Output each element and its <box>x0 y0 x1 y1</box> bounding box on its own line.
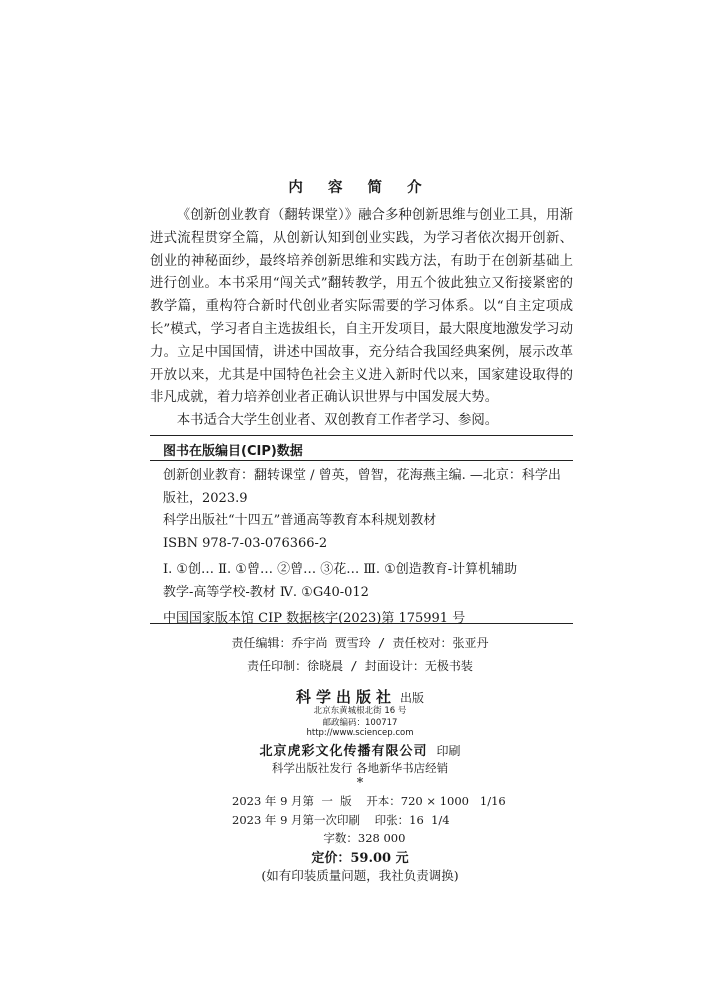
cip-line: ISBN 978-7-03-076366-2 <box>163 535 328 551</box>
cip-top-rule <box>150 435 573 436</box>
synopsis <box>150 205 573 433</box>
cip-line: 科学出版社“十四五”普通高等教育本科规划教材 <box>163 513 437 528</box>
cip-line: Ⅰ. ①创… Ⅱ. ①曾… ②曾… ③花… Ⅲ. ①创造教育-计算机辅助 <box>163 562 518 577</box>
editor-credits: 责任编辑：乔宇尚 贾雪玲 / 责任校对：张亚丹 <box>231 636 489 650</box>
cip-line: 中国国家版本馆 CIP 数据核字(2023)第 175991 号 <box>163 611 466 626</box>
publisher-action: 出版 <box>400 691 425 705</box>
printer-line <box>0 740 720 759</box>
publisher-name: 科学出版社 <box>295 688 396 706</box>
production-credits: 责任印制：徐晓晨 / 封面设计：无极书装 <box>247 659 473 673</box>
distribution: 科学出版社发行 各地新华书店经销 <box>271 761 449 775</box>
synopsis-audience: 本书适合大学生创业者、双创教育工作者学习、参阅。 <box>176 413 499 429</box>
cip-line: 创新创业教育：翻转课堂 / 曾英，曾智，花海燕主编. —北京：科学出 <box>163 468 561 483</box>
separator-star: * <box>356 776 364 791</box>
cip-line: 版社，2023.9 <box>163 490 248 506</box>
edition-info: 2023 年 9 月第 一 版 开本：720 × 1000 1/16 <box>232 794 506 808</box>
printer-action: 印刷 <box>436 744 461 758</box>
quality-notice: (如有印装质量问题，我社负责调换) <box>261 868 459 883</box>
cip-line: 教学-高等学校-教材 Ⅳ. ①G40-012 <box>163 584 369 600</box>
printing-info: 2023 年 9 月第一次印刷 印张：16 1/4 <box>232 813 450 827</box>
printer-name: 北京虎彩文化传播有限公司 <box>259 744 428 759</box>
cip-heading-rule <box>150 460 573 461</box>
publisher-website: http://www.sciencep.com <box>306 728 414 738</box>
cip-record <box>163 465 568 631</box>
publisher-postcode: 邮政编码：100717 <box>322 718 398 728</box>
price: 定价：59.00 元 <box>311 851 409 866</box>
credits <box>0 632 720 678</box>
cip-heading: 图书在版编目(CIP)数据 <box>163 444 303 459</box>
cip-bottom-rule <box>150 623 573 624</box>
word-count: 字数：328 000 <box>232 831 406 845</box>
publisher-address: 北京东黄城根北街 16 号 <box>313 706 407 716</box>
synopsis-title: 内 容 简 介 <box>288 180 432 196</box>
synopsis-paragraph: 《创新创业教育（翻转课堂）》融合多种创新思维与创业工具，用渐进式流程贯穿全篇，从创新认知到创业实践，为学习者依次揭开创新、创业的神秘面纱，最终培养创新思维和实践方法，有助于在创新基础上进行创业。本书采用“闯关式”翻转教学，用五个彼此独立又衔接紧密的教学篇，重构符合新时代创业者实际需要的学习体系。以“自主定项成长”模式，学习者自主选拔组长，自主开发项目，最大限度地激发学习动力。立足中国国情，讲述中国故事，充分结合我国经典案例，展示改革开放以来，尤其是中国特色社会主义进入新时代以来，国家建设取得的非凡成就，着力培养创业者正确认识世界与中国发展大势。 <box>150 208 573 406</box>
